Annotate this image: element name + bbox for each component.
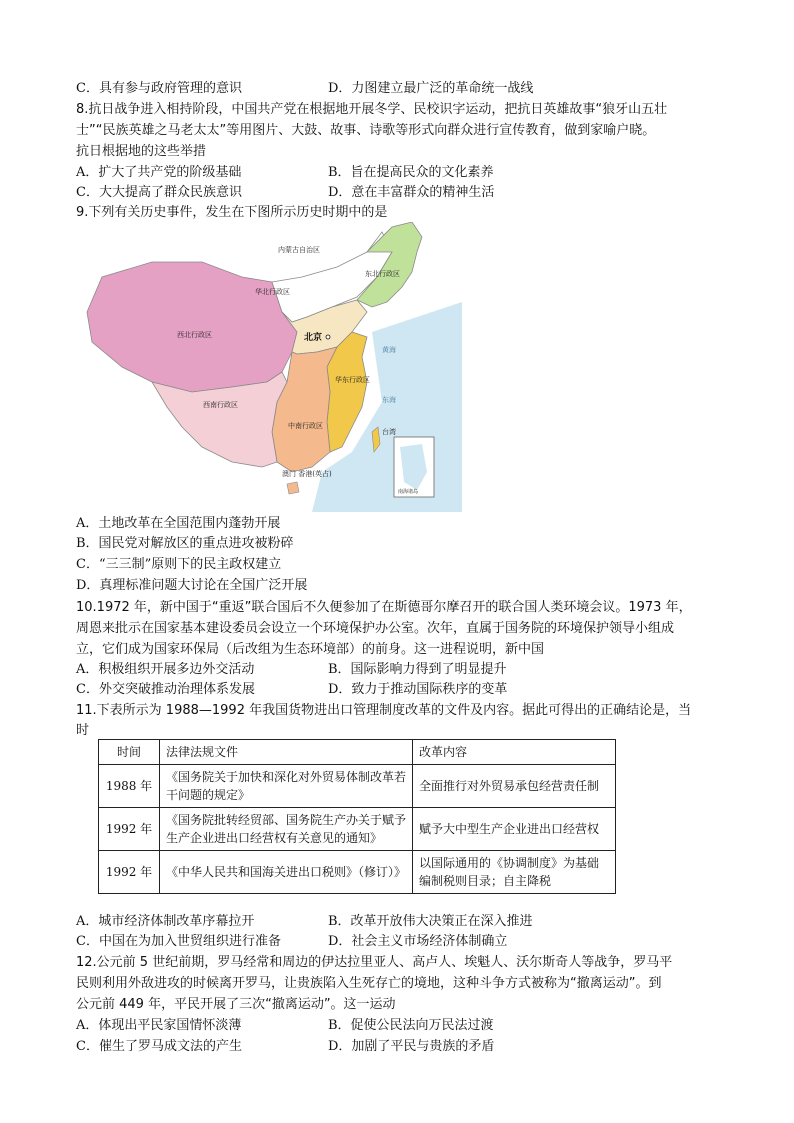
q11-stem-line-2: 时 — [76, 723, 90, 738]
q9-option-a: A．土地改革在全国范围内蓬勃开展 — [76, 516, 281, 531]
label-southwest: 西南行政区 — [203, 401, 238, 409]
table-cell-year: 1992 年 — [99, 808, 160, 851]
beijing-marker — [326, 335, 330, 339]
table-row — [99, 851, 616, 894]
region-northwest — [87, 262, 297, 392]
q8-stem-line-2: 士”“民族英雄之马老太太”等用图片、大鼓、故事、诗歌等形式向群众进行宣传教育，做到家喻户晓。 — [76, 123, 656, 138]
q12-option-b: B．促使公民法向万民法过渡 — [328, 1018, 494, 1033]
hainan-island — [287, 482, 299, 494]
q9-option-c: C．“三三制”原则下的民主政权建立 — [76, 557, 282, 572]
q10-stem-line-2: 周恩来批示在国家基本建设委员会设立一个环境保护办公室。次年，直属于国务院的环境保护领导小组成 — [76, 621, 675, 636]
label-north: 华北行政区 — [255, 288, 290, 296]
q12-stem-line-1: 12.公元前 5 世纪前期，罗马经常和周边的伊达拉里亚人、高卢人、埃魁人、沃尔斯奇人等战争，罗马平 — [76, 955, 673, 970]
table-cell-content: 全面推行对外贸易承包经营责任制 — [413, 765, 616, 808]
q9-option-b: B．国民党对解放区的重点进攻被粉碎 — [76, 536, 294, 551]
q12-stem-line-3: 公元前 449 年，平民开展了三次“撤离运动”。这一运动 — [76, 997, 396, 1012]
label-central-south: 中南行政区 — [288, 422, 323, 430]
label-south-sea-islands: 南海诸岛 — [398, 489, 419, 495]
q10-stem-line-1: 10.1972 年，新中国于“重返”联合国后不久便参加了在斯德哥尔摩召开的联合国人类环境会议。1973 年， — [76, 600, 692, 615]
administrative-region-map — [82, 222, 462, 512]
q11-option-b: B．改革开放伟大决策正在深入推进 — [328, 914, 533, 929]
reform-table — [98, 739, 616, 894]
q10-option-b: B．国际影响力得到了明显提升 — [328, 662, 507, 677]
q9-option-d: D．真理标准问题大讨论在全国广泛开展 — [76, 578, 308, 593]
label-northwest: 西北行政区 — [177, 331, 212, 339]
table-cell-document: 《中华人民共和国海关进出口税则》（修订）》 — [160, 851, 413, 894]
label-macau-hongkong: 澳门 香港(英占) — [282, 470, 332, 478]
q7-option-c: C．具有参与政府管理的意识 — [76, 81, 242, 96]
q7-option-d: D．力图建立最广泛的革命统一战线 — [328, 81, 534, 96]
table-header-row — [99, 740, 616, 765]
q11-option-c: C．中国在为加入世贸组织进行准备 — [76, 934, 281, 949]
label-beijing: 北京 — [304, 333, 323, 343]
label-northeast: 东北行政区 — [365, 270, 400, 278]
table-cell-content: 赋予大中型生产企业进出口经营权 — [413, 808, 616, 851]
label-east: 华东行政区 — [335, 376, 370, 384]
table-cell-year: 1992 年 — [99, 851, 160, 894]
q11-stem-line-1: 11.下表所示为 1988—1992 年我国货物进出口管理制度改革的文件及内容。据此可得出的正确结论是，当 — [76, 703, 692, 718]
q10-option-d: D．致力于推动国际秩序的变革 — [328, 682, 508, 697]
table-header-time: 时间 — [99, 740, 160, 765]
table-row — [99, 765, 616, 808]
table-cell-year: 1988 年 — [99, 765, 160, 808]
q12-option-a: A．体现出平民家国情怀淡薄 — [76, 1018, 242, 1033]
table-header-document: 法律法规文件 — [160, 740, 413, 765]
table-cell-content: 以国际通用的《协调制度》为基础编制税则目录；自主降税 — [413, 851, 616, 894]
table-cell-document: 《国务院批转经贸部、国务院生产办关于赋予生产企业进出口经营权有关意见的通知》 — [160, 808, 413, 851]
table-header-content: 改革内容 — [413, 740, 616, 765]
q9-stem: 9.下列有关历史事件，发生在下图所示历史时期中的是 — [76, 205, 388, 220]
q8-option-c: C．大大提高了群众民族意识 — [76, 185, 242, 200]
q12-option-d: D．加剧了平民与贵族的矛盾 — [328, 1039, 495, 1054]
table-row — [99, 808, 616, 851]
label-taiwan: 台湾 — [382, 428, 396, 436]
q8-stem-line-3: 抗日根据地的这些举措 — [76, 144, 207, 159]
q8-option-b: B．旨在提高民众的文化素养 — [328, 165, 494, 180]
q8-option-a: A．扩大了共产党的阶级基础 — [76, 165, 242, 180]
q10-option-c: C．外交突破推动治理体系发展 — [76, 682, 255, 697]
q12-stem-line-2: 民则利用外敌进攻的时候离开罗马，让贵族陷入生死存亡的境地，这种斗争方式被称为“撤离运动”。到 — [76, 976, 662, 991]
q10-option-a: A．积极组织开展多边外交活动 — [76, 662, 255, 677]
label-inner-mongolia: 内蒙古自治区 — [278, 246, 320, 254]
table-cell-document: 《国务院关于加快和深化对外贸易体制改革若干问题的规定》 — [160, 765, 413, 808]
q10-stem-line-3: 立，它们成为国家环保局（后改组为生态环境部）的前身。这一进程说明，新中国 — [76, 642, 545, 657]
q8-stem-line-1: 8.抗日战争进入相持阶段，中国共产党在根据地开展冬学、民校识字运动，把抗日英雄故事“狼牙山五壮 — [76, 102, 668, 117]
q8-option-d: D．意在丰富群众的精神生活 — [328, 185, 495, 200]
q11-option-d: D．社会主义市场经济体制确立 — [328, 934, 508, 949]
label-east-sea: 东海 — [382, 396, 396, 404]
q11-option-a: A．城市经济体制改革序幕拉开 — [76, 914, 255, 929]
q12-option-c: C．催生了罗马成文法的产生 — [76, 1039, 242, 1054]
label-yellow-sea: 黄海 — [382, 346, 396, 354]
